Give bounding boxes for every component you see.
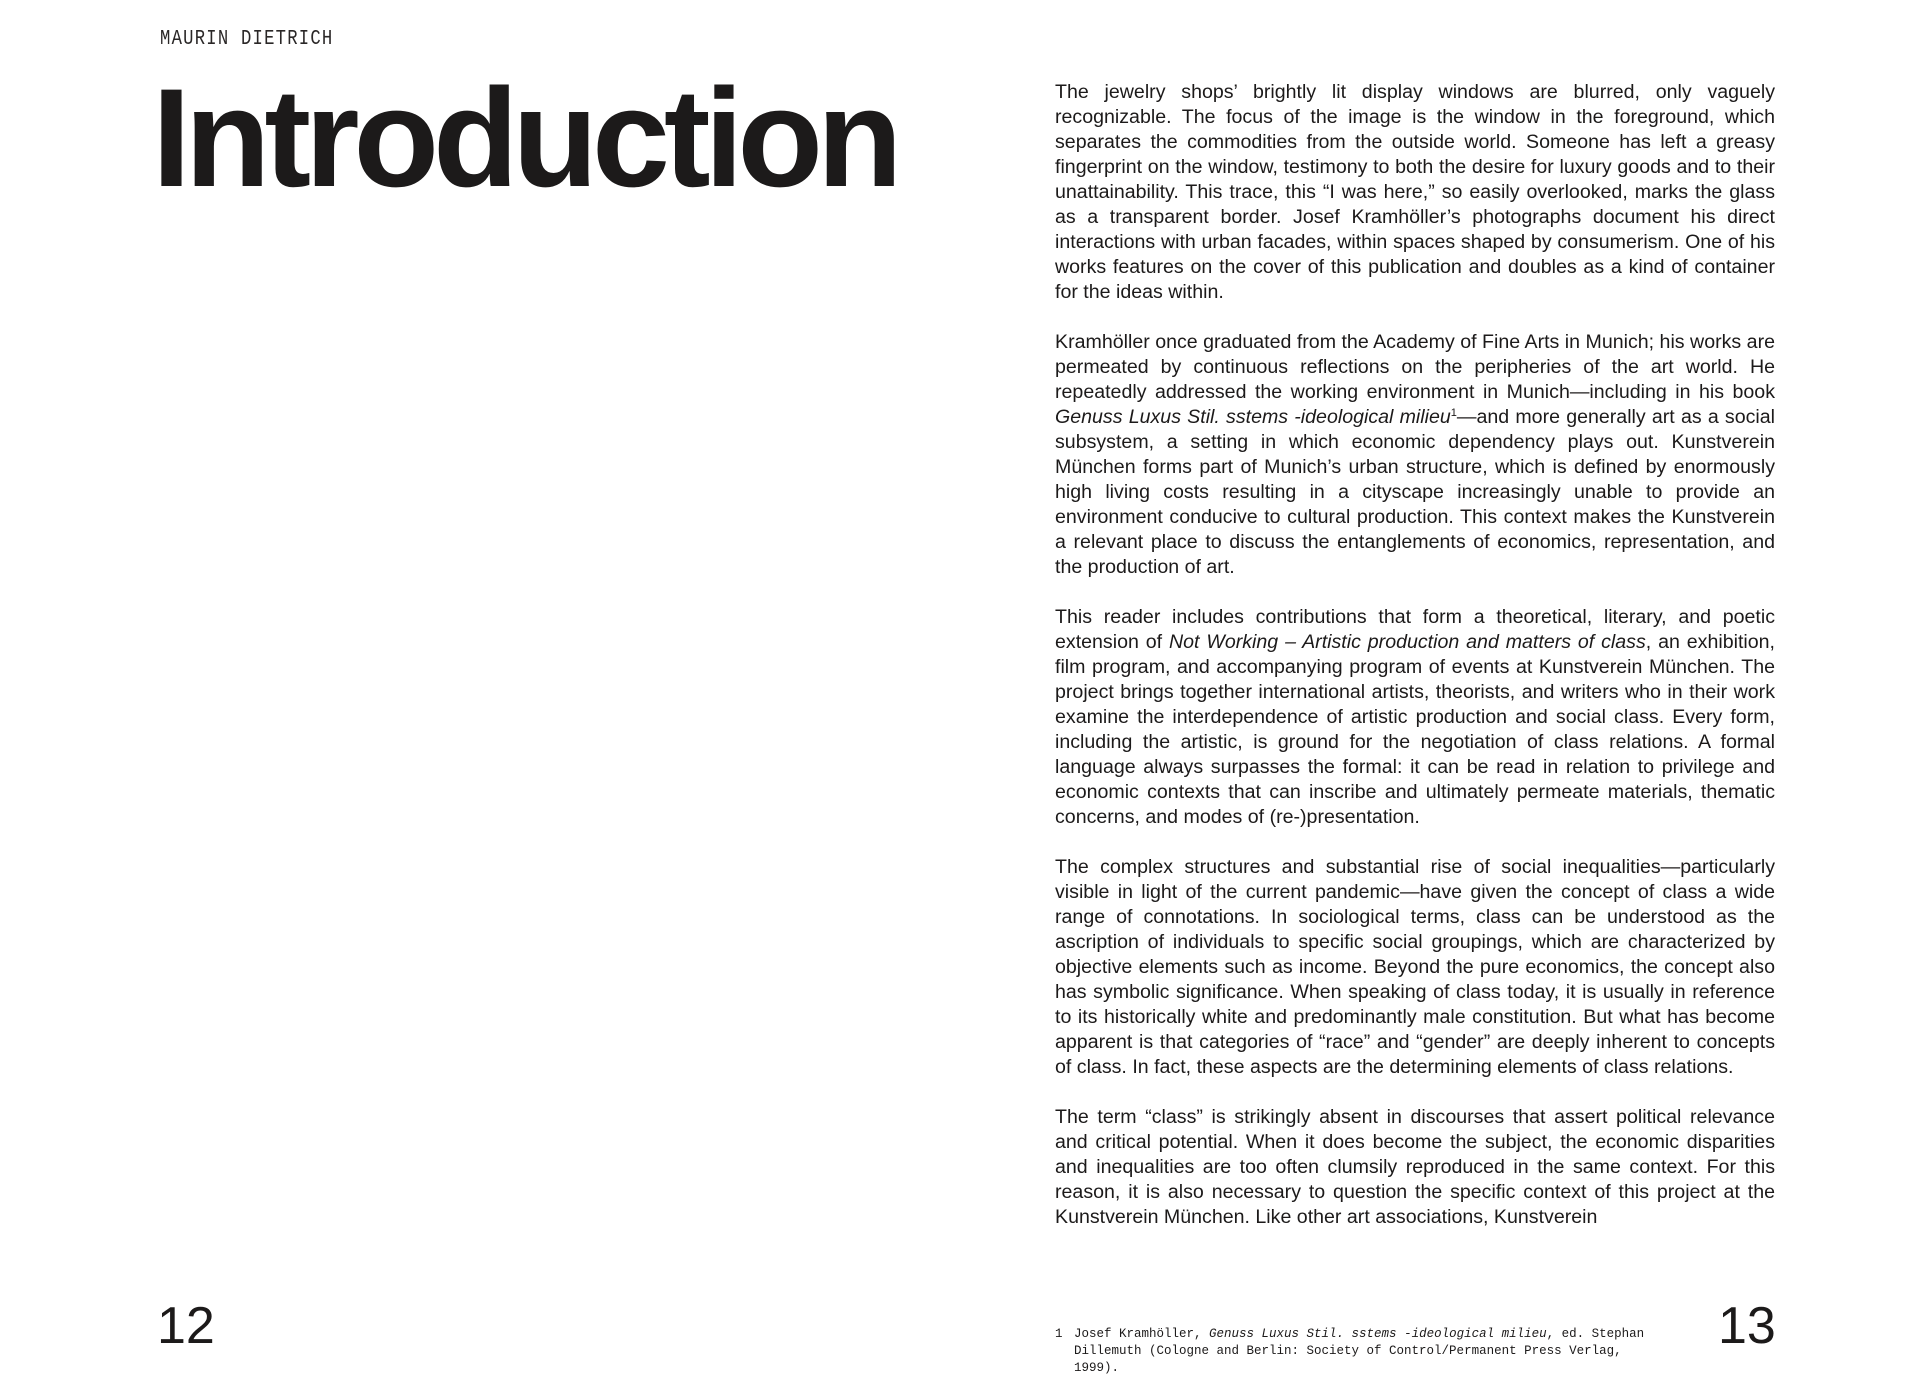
body-paragraph <box>1055 330 1775 580</box>
text-run: , an exhibition, film program, and accompanying program of events at Kunstverein München. The project brings together international artists, theorists, and writers who in their work examine the interdependence of artistic production and social class. Every form, including the artistic, is ground for the negotiation of class relations. A formal language always surpasses the formal: it can be read in relation to privilege and economic contexts that can inscribe and ultimately permeate materials, thematic concerns, and modes of (re-)presentation. <box>1055 631 1775 828</box>
text-run: Josef Kramhöller, <box>1074 1327 1210 1341</box>
italic-title: Not Working – Artistic production and matters of class <box>1168 631 1646 653</box>
text-run: Kramhöller once graduated from the Academy of Fine Arts in Munich; his works are permeated by continuous reflections on the peripheries of the art world. He repeatedly addressed the working environment in Munich—including in his book <box>1055 331 1775 403</box>
text-run: , ed. Stephan Dillemuth (Cologne and Berlin: Society of Control/Permanent Press Verlag, 1999). <box>1074 1327 1645 1375</box>
text-run: The term “class” is strikingly absent in discourses that assert political relevance and critical potential. When it does become the subject, the economic disparities and inequalities are too often clumsily reproduced in the same context. For this reason, it is also necessary to question the specific context of this project at the Kunstverein München. Like other art associations, Kunstverein <box>1055 1106 1775 1228</box>
text-run: This reader includes contributions that form a theoretical, literary, and poetic extension of <box>1055 606 1775 653</box>
body-paragraph <box>1055 1105 1775 1230</box>
text-run: The complex structures and substantial rise of social inequalities—particularly visible in light of the current pandemic—have given the concept of class a wide range of connotations. In sociological terms, class can be understood as the ascription of individuals to specific social groupings, which are characterized by objective elements such as income. Beyond the pure economics, the concept also has symbolic significance. When speaking of class today, it is usually in reference to its historically white and predominantly male constitution. But what has become apparent is that categories of “race” and “gender” are deeply inherent to concepts of class. In fact, these aspects are the determining elements of class relations. <box>1055 856 1775 1078</box>
text-run: —and more generally art as a social subsystem, a setting in which economic dependency plays out. Kunstverein München forms part of Munich’s urban structure, which is defined by enormously high living costs resulting in a cityscape increasingly unable to provide an environment conducive to cultural production. This context makes the Kunstverein a relevant place to discuss the entanglements of economics, representation, and the production of art. <box>1055 406 1776 578</box>
author-name: MAURIN DIETRICH <box>160 28 334 51</box>
footnote <box>1055 1326 1655 1377</box>
body-paragraph <box>1055 80 1775 305</box>
body-paragraph <box>1055 605 1775 830</box>
text-run: The jewelry shops’ brightly lit display windows are blurred, only vaguely recognizable. The focus of the image is the window in the foreground, which separates the commodities from the outside world. Someone has left a greasy fingerprint on the window, testimony to both the desire for luxury goods and to their unattainability. This trace, this “I was here,” so easily overlooked, marks the glass as a transparent border. Josef Kramhöller’s photographs document his direct interactions with urban facades, within spaces shaped by consumerism. One of his works features on the cover of this publication and doubles as a kind of container for the ideas within. <box>1055 81 1775 303</box>
page-title: Introduction <box>152 59 897 216</box>
page-number-left: 12 <box>157 1297 215 1355</box>
footnote-number: 1 <box>1055 1327 1063 1341</box>
italic-title: Genuss Luxus Stil. sstems -ideological milieu <box>1209 1327 1547 1341</box>
page-number-right: 13 <box>1718 1297 1776 1355</box>
body-paragraph <box>1055 855 1775 1080</box>
italic-title: Genuss Luxus Stil. sstems -ideological milieu <box>1055 406 1451 428</box>
body-text <box>1055 80 1775 1230</box>
footnote-text <box>1074 1326 1655 1377</box>
footnote-reference: 1 <box>1450 407 1457 419</box>
